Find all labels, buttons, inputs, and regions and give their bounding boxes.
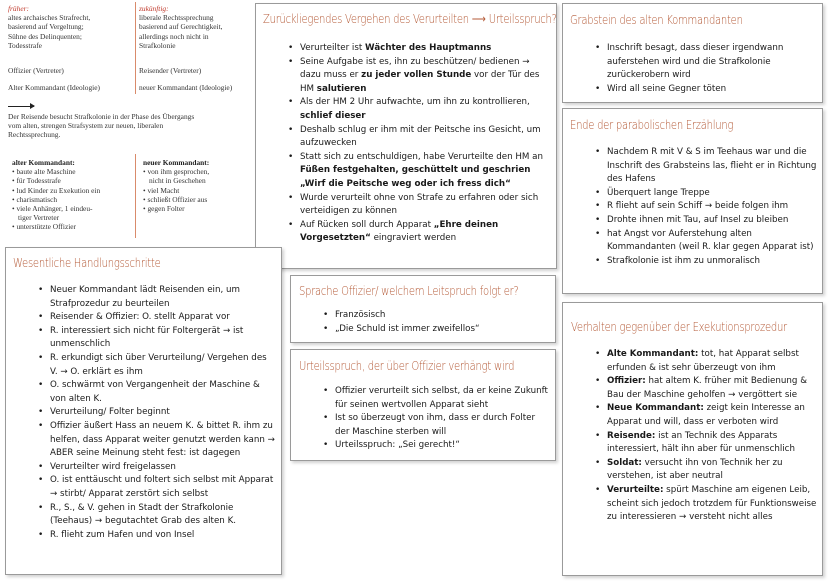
list-item (593, 83, 818, 97)
text: spürt Maschine am eigenen Leib, scheint sich jedoch trotzdem für Funktionsweise zu interessieren → versteht nicht alles (607, 484, 817, 523)
list-item (593, 402, 818, 429)
alter-kommandant-block (12, 158, 134, 232)
bullet-list (36, 284, 276, 542)
bold-text: Reisende: (607, 430, 656, 441)
box-title: Zurückliegendes Vergehen des Verurteilten ⟶ Urteilsspruch? (263, 12, 557, 26)
list-item-continuation: tiger Vertreter (18, 213, 60, 223)
frueher-line: basierend auf Vergeltung; (8, 22, 84, 32)
bullet-list (321, 385, 549, 453)
list-item (321, 439, 549, 453)
text: eingraviert werden (370, 233, 457, 244)
book-paragraph (8, 112, 253, 140)
divider-line (135, 154, 136, 238)
bold-text: schlief dieser (300, 110, 366, 121)
bold-text: Füßen festgehalten, geschüttelt und geschrien „Wirf die Peitsche weg oder ich fress dich“ (300, 165, 531, 189)
box-urteil (290, 349, 556, 461)
paragraph-line: vom alten, strengen Strafsystem zur neuen, liberalen (8, 121, 164, 131)
alter-kommandant-heading: alter Kommandant: (12, 158, 75, 167)
list-item (593, 187, 818, 201)
list-item (36, 352, 276, 379)
box-vergehen (255, 3, 557, 269)
box-title: Sprache Offizier/ welchem Leitspruch folgt er? (299, 284, 519, 298)
text: Strafkolonie ist ihm zu unmoralisch (607, 255, 761, 266)
list-item (593, 42, 818, 83)
list-item: • schließt Offizier aus (143, 195, 255, 204)
box-title: Grabstein des alten Kommandanten (570, 13, 743, 27)
text: Nachdem R mit V & S im Teehaus war und die Inschrift des Grabsteins las, flieht er in Richtung des Hafens (607, 147, 817, 185)
text: Seine Aufgabe ist es, ihn zu beschützen/ bedienen → dazu muss er (300, 56, 530, 81)
text: vor der Tür des HM (300, 70, 540, 94)
reisender-label: Reisender (Vertreter) (139, 66, 202, 75)
paragraph-line: Rechtssprechung. (8, 130, 61, 140)
list-item (36, 325, 276, 352)
list-item (321, 323, 549, 337)
bold-text: Offizier: (607, 376, 646, 387)
text: „Die Schuld ist immer zweifellos“ (335, 323, 480, 334)
list-item (321, 385, 549, 412)
list-item: • viele Anhänger, 1 eindeu- (12, 204, 134, 213)
text: R flieht auf sein Schiff → beide folgen ihm (607, 201, 789, 212)
text: Wurde verurteilt ohne von Strafe zu erfahren oder sich verteidigen zu können (300, 192, 539, 217)
zukunft-line: Strafkolonie (139, 40, 176, 50)
list-item (286, 192, 550, 219)
text: O. schwärmt von Vergangenheit der Maschine & von alten K. (50, 380, 260, 404)
list-item (36, 379, 276, 406)
arrow-right-icon (8, 106, 34, 107)
text: R., S., & V. gehen in Stadt der Strafkolonie (Teehaus) → begutachtet Grab des alten K. (50, 502, 237, 527)
zukunft-block (139, 4, 257, 50)
list-item (593, 484, 818, 525)
bold-text: „Ehre deinen Vorgesetzten“ (300, 219, 499, 244)
list-item (12, 213, 134, 222)
list-item-continuation: nicht in Geschehen (149, 176, 206, 186)
neuer-kommandant-ideologie: neuer Kommandant (Ideologie) (139, 83, 233, 92)
list-item: • unterstützte Offizier (12, 222, 134, 231)
list-item (593, 375, 818, 402)
text: Französisch (335, 310, 386, 320)
bold-text: Wächter des Hauptmanns (365, 43, 492, 53)
text: Offizier verurteilt sich selbst, da er keine Zukunft für seinen wertvollen Apparat sieht (335, 386, 548, 410)
text: Urteilsspruch: „Sei gerecht!“ (335, 440, 460, 451)
list-item (286, 151, 550, 192)
text: R. erkundigt sich über Verurteilung/ Vergehen des V. → O. erklärt es ihm (50, 352, 267, 377)
box-title: Wesentliche Handlungsschritte (13, 256, 161, 270)
text: Verurteilter wird freigelassen (50, 461, 176, 472)
text: Neuer Kommandant lädt Reisenden ein, um Strafprozedur zu beurteilen (50, 285, 240, 309)
text: O. ist enttäuscht und foltert sich selbst mit Apparat → stirbt/ Apparat zerstört sich selbst (50, 475, 274, 499)
list-item: • baute alte Maschine (12, 167, 134, 176)
list-item (321, 309, 549, 323)
text: hat altem K. früher mit Bedienung & Bau der Maschine geholfen → vergöttert sie (607, 376, 807, 400)
list-item (593, 348, 818, 375)
text: Verurteilung/ Folter beginnt (50, 407, 170, 418)
box-ende (562, 108, 823, 294)
list-item: • lud Kinder zu Exekution ein (12, 186, 134, 195)
text: ist an Technik des Apparats interessiert, hält ihn aber für unmenschlich (607, 430, 795, 455)
paragraph-line: Der Reisende besucht Strafkolonie in der Phase des Übergangs (8, 112, 195, 121)
text: Überquert lange Treppe (607, 187, 710, 198)
list-item (286, 124, 550, 151)
text: versucht ihn von Technik her zu verstehen, ist aber neutral (607, 457, 783, 482)
zukunft-line: allerdings noch nicht in (139, 31, 209, 41)
list-item (321, 412, 549, 439)
frueher-label: früher: (8, 4, 29, 13)
box-grabstein (562, 3, 823, 103)
list-item (593, 228, 818, 255)
list-item (36, 420, 276, 461)
box-sprache (290, 275, 556, 343)
text: Deshalb schlug er ihm mit der Peitsche ins Gesicht, um aufzuwecken (300, 124, 541, 149)
frueher-line: Sühne des Delinquenten; (8, 31, 82, 41)
bold-text: Neue Kommandant: (607, 403, 704, 414)
list-item (593, 457, 818, 484)
text: Auf Rücken soll durch Apparat (300, 219, 434, 230)
list-item (36, 474, 276, 501)
frueher-line: altes archaisches Strafrecht, (8, 13, 91, 23)
text: Verurteilter ist (300, 43, 366, 53)
bold-text: zu jeder vollen Stunde (361, 70, 472, 81)
zukunft-label: zukünftig: (139, 4, 169, 13)
frueher-block (8, 4, 126, 50)
list-item (36, 461, 276, 475)
list-item (36, 529, 276, 543)
bold-text: Alte Kommandant: (607, 349, 699, 359)
text: R. interessiert sich nicht für Foltergerät → ist unmenschlich (50, 325, 244, 350)
list-item (36, 311, 276, 325)
box-verhalten (562, 302, 823, 576)
bullet-list (593, 42, 818, 96)
box-title: Verhalten gegenüber der Exekutionsprozedur (571, 320, 787, 334)
text: Ist so überzeugt von ihm, dass er durch Folter der Maschine sterben will (335, 413, 536, 437)
bold-text: Soldat: (607, 457, 642, 468)
text: Statt sich zu entschuldigen, habe Verurteilte den HM an (300, 151, 543, 162)
box-handlung (5, 247, 282, 575)
text: hat Angst vor Auferstehung alten Kommandanten (weil R. klar gegen Apparat ist) (607, 228, 814, 253)
box-title: Ende der parabolischen Erzählung (570, 118, 734, 132)
zukunft-line: liberale Rechtssprechung (139, 13, 214, 23)
text: Drohte ihnen mit Tau, auf Insel zu bleiben (607, 214, 789, 225)
neuer-kommandant-heading: neuer Kommandant: (143, 158, 210, 167)
neuer-kommandant-block (143, 158, 255, 213)
text: Wird all seine Gegner töten (607, 83, 727, 94)
bold-text: Verurteilte: (607, 484, 664, 495)
box-title: Urteilsspruch, der über Offizier verhängt wird (299, 359, 515, 373)
list-item (286, 56, 550, 97)
list-item (593, 255, 818, 269)
list-item (286, 42, 550, 56)
divider-line (135, 2, 136, 94)
list-item: • für Todesstrafe (12, 176, 134, 185)
list-item: • viel Macht (143, 186, 255, 195)
text: zeigt kein Interesse an Apparat und will, dass er verboten wird (607, 403, 805, 427)
list-item (286, 96, 550, 123)
text: Offizier äußert Hass an neuem K. & bittet R. ihm zu helfen, dass Apparat weiter genutzt werden kann → ABER seine Meinung steht fest: ist dagegen (50, 420, 275, 459)
bullet-list (286, 42, 550, 246)
list-item (36, 502, 276, 529)
bullet-list (321, 309, 549, 336)
frueher-line: Todesstrafe (8, 40, 42, 50)
list-item (593, 146, 818, 187)
text: Reisender & Offizier: O. stellt Apparat vor (50, 312, 230, 323)
bullet-list (593, 348, 818, 525)
offizier-label: Offizier (Vertreter) (8, 66, 64, 75)
book-excerpt (6, 2, 256, 242)
bullet-list (593, 146, 818, 268)
list-item: • charismatisch (12, 195, 134, 204)
list-item (593, 214, 818, 228)
list-item: • von ihm gesprochen, (143, 167, 255, 176)
list-item (286, 219, 550, 246)
list-item: • gegen Folter (143, 204, 255, 213)
alter-kommandant-ideologie: Alter Kommandant (Ideologie) (8, 83, 100, 92)
text: Inschrift besagt, dass dieser irgendwann auferstehen wird und die Strafkolonie zurückerobern wird (607, 43, 784, 81)
zukunft-line: basierend auf Gerechtigkeit, (139, 22, 223, 32)
list-item (593, 430, 818, 457)
list-item (593, 200, 818, 214)
bold-text: salutieren (316, 83, 367, 94)
text: tot, hat Apparat selbst erfunden & ist sehr überzeugt von ihm (607, 349, 799, 373)
list-item (36, 284, 276, 311)
text: Als der HM 2 Uhr aufwachte, um ihn zu kontrollieren, (300, 97, 530, 108)
text: R. flieht zum Hafen und von Insel (50, 529, 195, 540)
list-item (36, 406, 276, 420)
